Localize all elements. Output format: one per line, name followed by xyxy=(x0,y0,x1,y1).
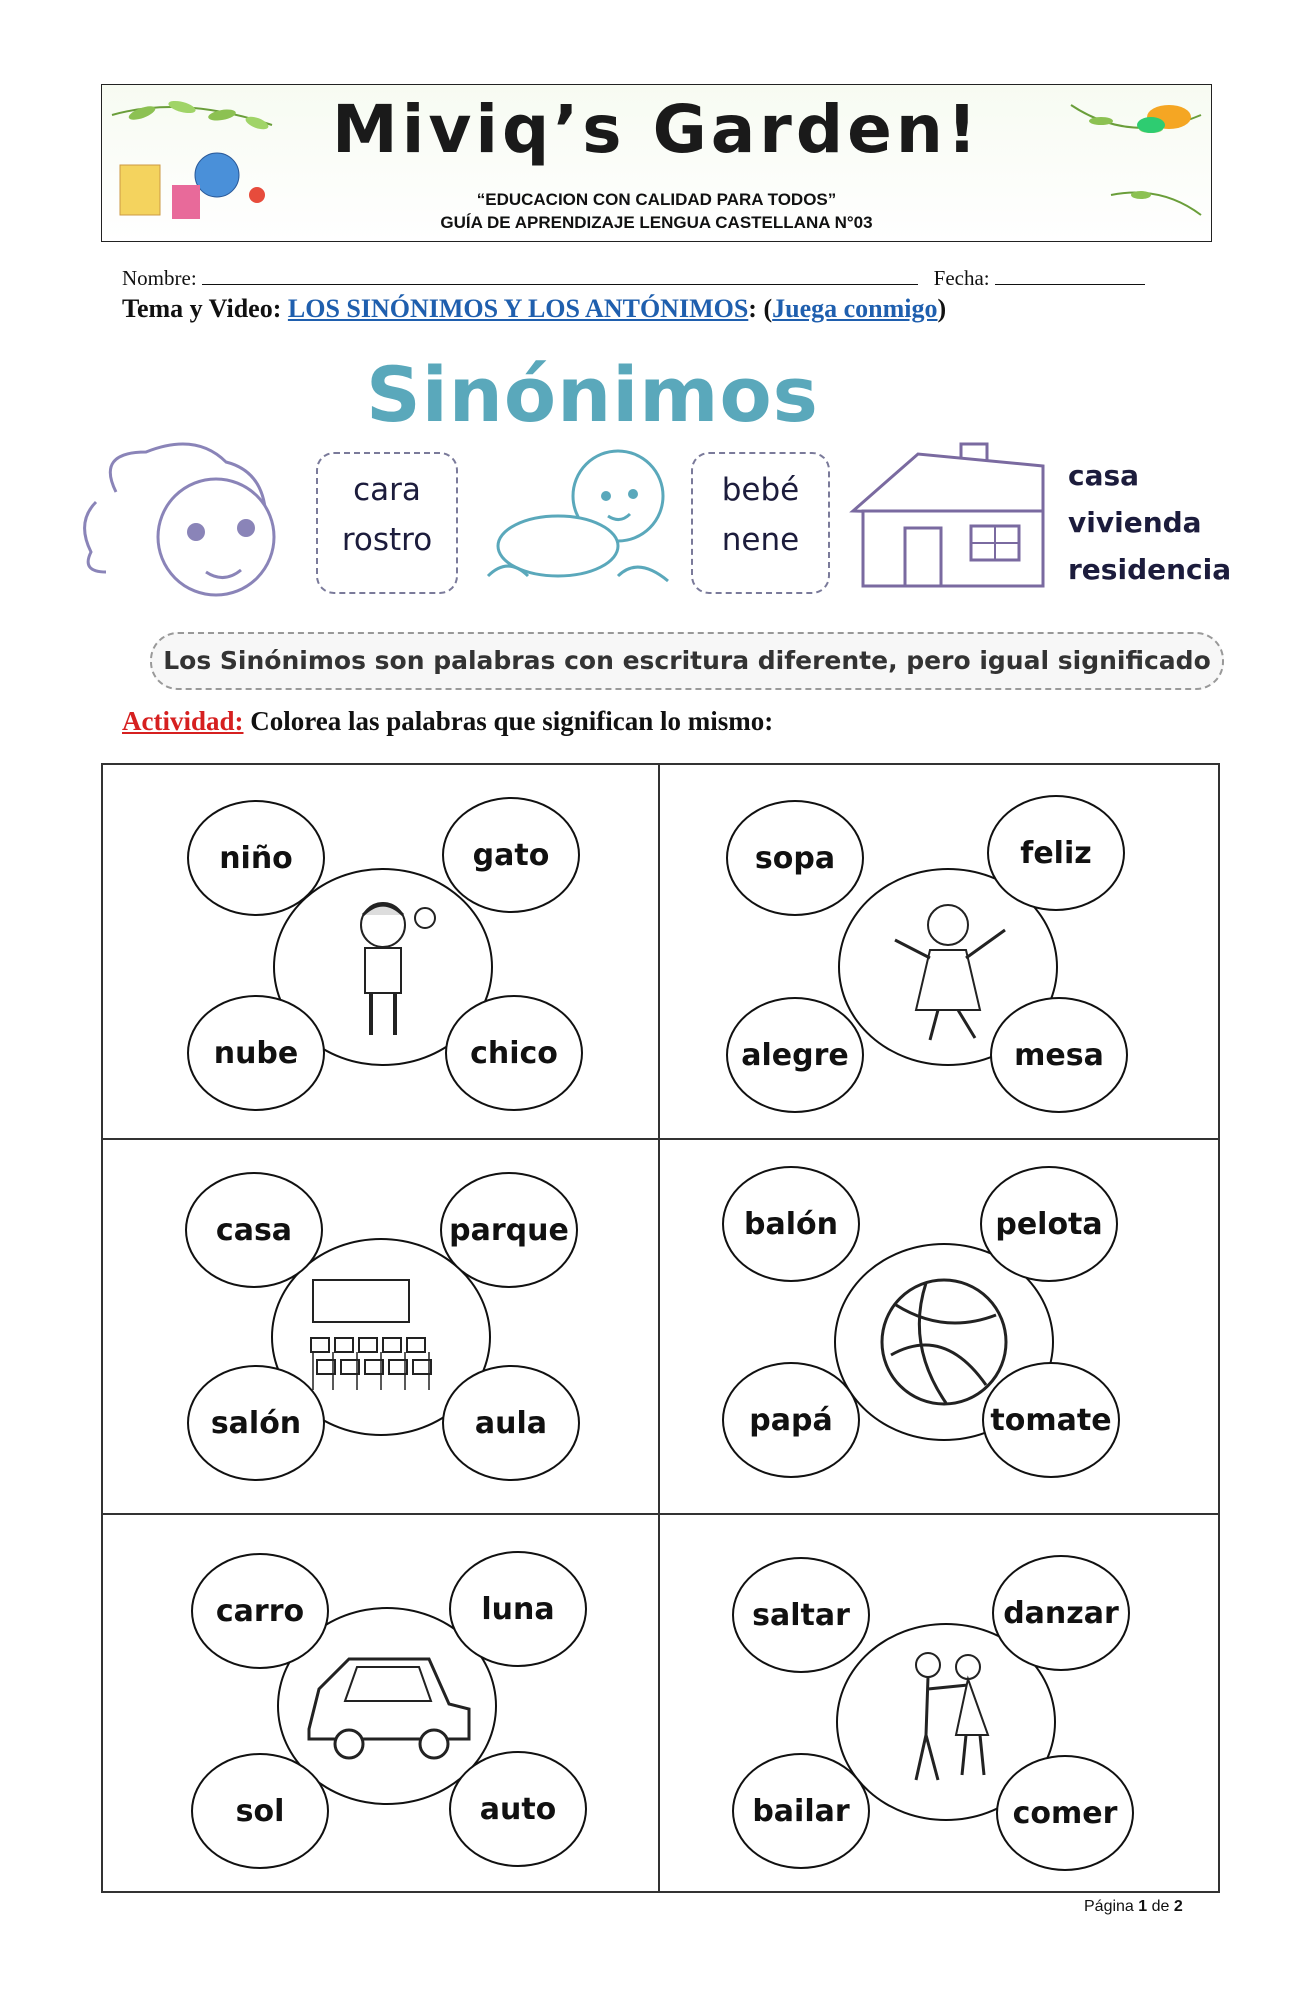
word-bubble[interactable]: niño xyxy=(187,800,325,916)
tema-colon: : xyxy=(748,294,757,323)
word-bubble[interactable]: gato xyxy=(442,797,580,913)
word-residencia: residencia xyxy=(1068,553,1232,586)
word-bubble[interactable]: parque xyxy=(440,1172,578,1288)
current-page: 1 xyxy=(1138,1898,1148,1915)
word-rostro: rostro xyxy=(341,522,433,558)
fecha-field[interactable] xyxy=(995,266,1145,285)
word-cara: cara xyxy=(353,472,421,508)
word-bubble[interactable]: chico xyxy=(445,995,583,1111)
word-bubble[interactable]: papá xyxy=(722,1362,860,1478)
video-link[interactable]: Juega conmigo xyxy=(772,294,938,323)
activity-cell-2 xyxy=(660,765,1215,1138)
page-of: de xyxy=(1151,1898,1170,1915)
activity-label: Actividad: xyxy=(122,706,244,736)
nombre-field[interactable] xyxy=(202,266,918,285)
word-bubble[interactable]: tomate xyxy=(982,1362,1120,1478)
word-bubble[interactable]: comer xyxy=(996,1755,1134,1871)
fecha-label: Fecha: xyxy=(933,266,990,290)
activity-cell-1 xyxy=(103,765,658,1138)
word-bubble[interactable]: feliz xyxy=(987,795,1125,911)
definition-banner: Los Sinónimos son palabras con escritura diferente, pero igual significado xyxy=(150,632,1224,690)
tema-label: Tema y Video: xyxy=(122,294,282,323)
activity-cell-4 xyxy=(660,1140,1215,1513)
word-bubble[interactable]: aula xyxy=(442,1365,580,1481)
sinonimos-title: Sinónimos xyxy=(366,350,819,439)
word-bubble[interactable]: casa xyxy=(185,1172,323,1288)
header-banner xyxy=(101,84,1212,242)
paren-open: ( xyxy=(763,294,773,323)
baby-icon xyxy=(468,436,688,606)
word-bubble[interactable]: saltar xyxy=(732,1557,870,1673)
word-nene: nene xyxy=(721,522,800,558)
activity-cell-6 xyxy=(660,1515,1215,1888)
synonym-box-cara xyxy=(316,452,458,594)
word-bubble[interactable]: nube xyxy=(187,995,325,1111)
paren-close: ) xyxy=(937,294,947,323)
word-bubble[interactable]: pelota xyxy=(980,1166,1118,1282)
word-bubble[interactable]: mesa xyxy=(990,997,1128,1113)
activity-grid xyxy=(101,763,1220,1893)
word-bubble[interactable]: sol xyxy=(191,1753,329,1869)
synonym-list-casa xyxy=(1068,452,1231,593)
banner-motto: “EDUCACION CON CALIDAD PARA TODOS” xyxy=(476,190,837,209)
activity-cell-5 xyxy=(103,1515,658,1888)
topic-link[interactable]: LOS SINÓNIMOS Y LOS ANTÓNIMOS xyxy=(287,294,749,323)
girl-face-icon xyxy=(76,432,306,602)
word-bubble[interactable]: auto xyxy=(449,1751,587,1867)
word-bubble[interactable]: balón xyxy=(722,1166,860,1282)
word-bubble[interactable]: carro xyxy=(191,1553,329,1669)
house-icon xyxy=(843,436,1053,596)
banner-guide-title: GUÍA DE APRENDIZAJE LENGUA CASTELLANA N°03 xyxy=(440,213,873,232)
word-bubble[interactable]: luna xyxy=(449,1551,587,1667)
word-bubble[interactable]: alegre xyxy=(726,997,864,1113)
word-bubble[interactable]: sopa xyxy=(726,800,864,916)
total-pages: 2 xyxy=(1173,1898,1183,1915)
activity-instruction: Colorea las palabras que significan lo mismo: xyxy=(250,706,774,736)
synonym-box-bebe xyxy=(691,452,830,594)
nombre-label: Nombre: xyxy=(122,266,197,290)
page-prefix: Página xyxy=(1084,1898,1134,1915)
word-casa: casa xyxy=(1068,459,1140,492)
word-bubble[interactable]: bailar xyxy=(732,1753,870,1869)
name-date-row xyxy=(122,266,1145,291)
tema-line xyxy=(122,294,946,324)
word-bubble[interactable]: danzar xyxy=(992,1555,1130,1671)
activity-cell-3 xyxy=(103,1140,658,1513)
word-bebe: bebé xyxy=(721,472,800,508)
activity-heading xyxy=(122,706,773,737)
word-vivienda: vivienda xyxy=(1068,506,1202,539)
word-bubble[interactable]: salón xyxy=(187,1365,325,1481)
banner-title: Miviq’s Garden! xyxy=(332,91,981,168)
page-number xyxy=(1084,1898,1183,1916)
